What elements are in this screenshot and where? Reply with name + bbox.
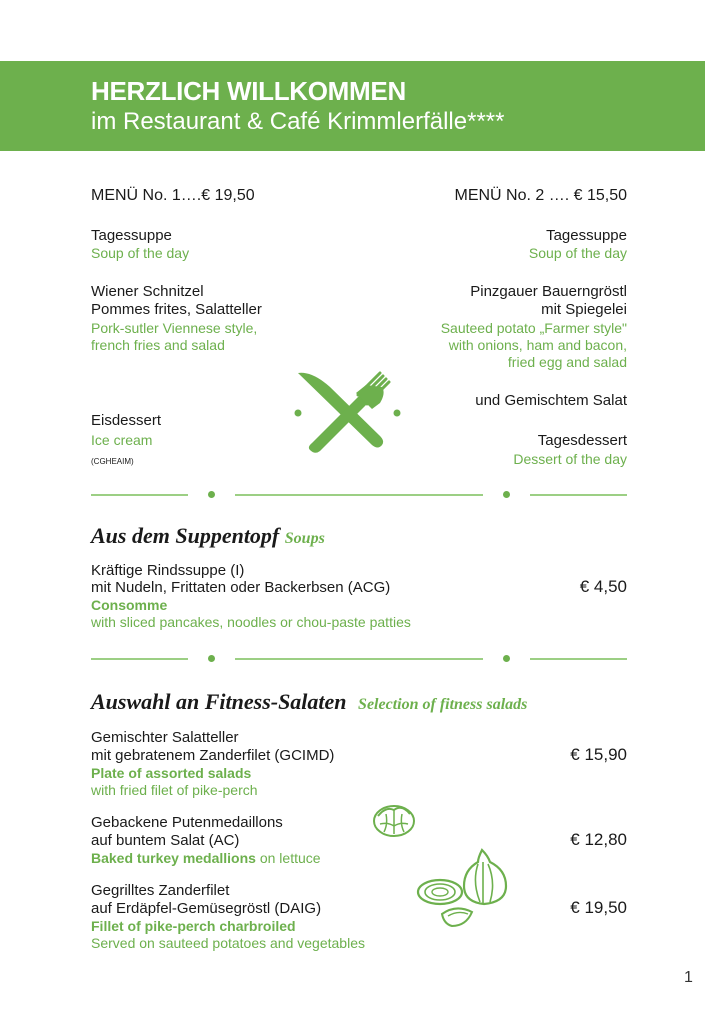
soups-heading-en: Soups [284,530,325,547]
divider-segment [235,658,483,660]
page-subtitle: im Restaurant & Café Krimmlerfälle**** [91,108,505,135]
salad-item-price: € 19,50 [570,898,627,917]
page-number: 1 [684,969,693,986]
divider-dot [208,655,215,662]
menu1-main-de-1: Wiener Schnitzel [91,283,204,300]
soups-heading-de: Aus dem Suppentopf [91,523,280,548]
divider-segment [235,494,483,496]
salad-item-en-name: Baked turkey medallions [91,850,256,866]
salad-item-desc: mit gebratenem Zanderfilet (GCIMD) [91,747,335,764]
salad-item-name: Gebackene Putenmedaillons [91,814,283,831]
menu1-main-en-1: Pork-sutler Viennese style, [91,320,258,336]
salad-item-en-line [91,850,321,868]
soup-item-price: € 4,50 [579,577,627,596]
salad-item-en-desc: on lettuce [255,850,321,866]
menu2-side-de: und Gemischtem Salat [475,392,627,409]
salads-heading [91,689,527,715]
menu2-main-en-1: Sauteed potato „Farmer style" [440,320,627,336]
soups-heading [91,523,325,549]
soup-item-desc: mit Nudeln, Frittaten oder Backerbsen (ACG) [91,579,391,596]
knife-fork-icon [290,365,405,455]
divider-dot [503,655,510,662]
divider-dot [503,491,510,498]
salad-item-desc: auf Erdäpfel-Gemüsegröstl (DAIG) [91,900,322,917]
divider-segment [91,658,188,660]
salad-item-name: Gegrilltes Zanderfilet [91,882,230,899]
divider-segment [530,494,627,496]
menu1-allergens: (CGHEAIM) [91,457,134,466]
salad-item-price: € 15,90 [570,745,627,764]
salad-item-en-desc: Served on sauteed potatoes and vegetables [91,935,365,951]
menu2-main-en-3: fried egg and salad [507,354,627,370]
soup-item-name: Kräftige Rindssuppe (I) [91,562,245,579]
soup-item-en-name: Consomme [91,597,168,613]
menu1-title: MENÜ No. 1….€ 19,50 [91,187,255,204]
menu1-soup-de: Tagessuppe [91,227,172,244]
menu1-soup-en: Soup of the day [91,245,190,261]
menu2-soup-en: Soup of the day [528,245,627,261]
onion-icon [416,848,510,930]
divider-segment [530,658,627,660]
menu2-main-en-2: with onions, ham and bacon, [448,337,627,353]
menu1-main-en-2: french fries and salad [91,337,225,353]
divider-dot [208,491,215,498]
menu2-soup-de: Tagessuppe [546,227,627,244]
salad-item-price: € 12,80 [570,830,627,849]
cabbage-icon [370,800,418,840]
menu2-title: MENÜ No. 2 …. € 15,50 [454,187,627,204]
salad-item-en-name: Plate of assorted salads [91,765,252,781]
menu2-main-de-1: Pinzgauer Bauerngröstl [470,283,627,300]
salad-item-en-name: Fillet of pike-perch charbroiled [91,918,296,934]
soup-item-en-desc: with sliced pancakes, noodles or chou-paste patties [91,614,411,630]
menu1-dessert-de: Eisdessert [91,412,162,429]
menu2-dessert-en: Dessert of the day [513,451,627,467]
salads-heading-en: Selection of fitness salads [358,696,528,713]
page-title: HERZLICH WILLKOMMEN [91,76,406,106]
salads-heading-de: Auswahl an Fitness-Salaten [91,689,347,714]
menu2-dessert-de: Tagesdessert [537,432,627,449]
menu1-main-de-2: Pommes frites, Salatteller [91,301,262,318]
salad-item-name: Gemischter Salatteller [91,729,239,746]
menu2-main-de-2: mit Spiegelei [541,301,627,318]
salad-item-desc: auf buntem Salat (AC) [91,832,240,849]
menu1-dessert-en: Ice cream [91,432,153,448]
divider-segment [91,494,188,496]
salad-item-en-desc: with fried filet of pike-perch [91,782,258,798]
